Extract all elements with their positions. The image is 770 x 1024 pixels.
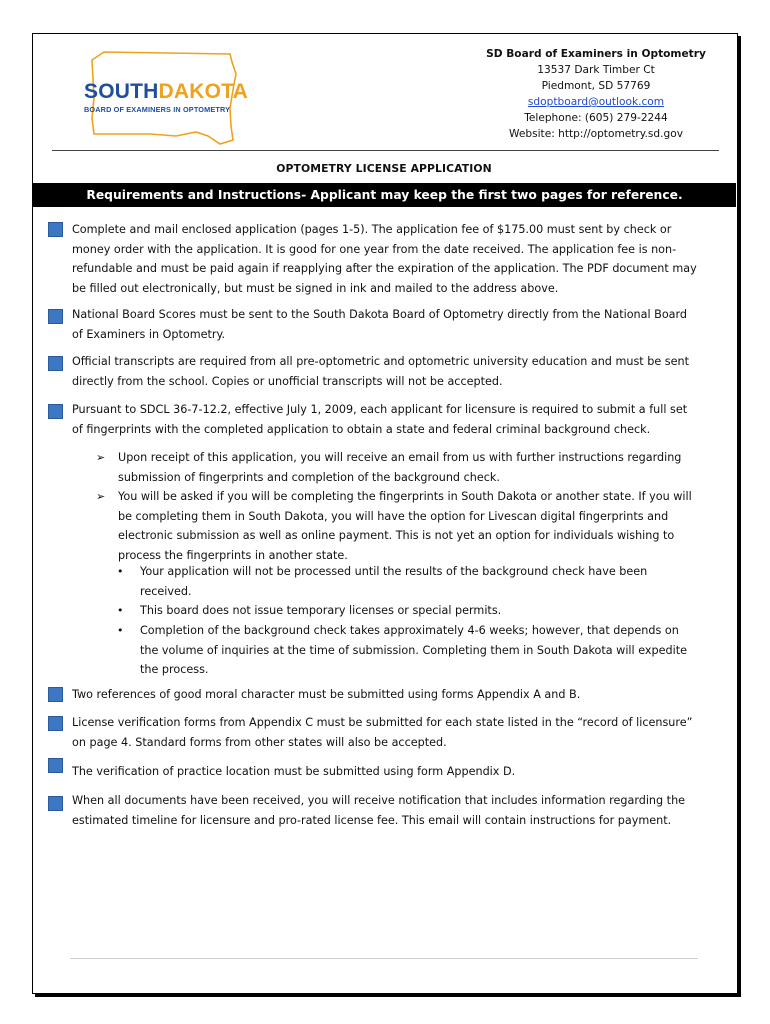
text-line: Pursuant to SDCL 36-7-12.2, effective July 1, 2009, each applicant for licensure is required to submit a full set	[72, 403, 688, 416]
text-line: The verification of practice location must be submitted using form Appendix D.	[72, 765, 516, 778]
logo-wordmark	[84, 80, 248, 104]
arrow-bullet-icon: ➢	[96, 451, 106, 464]
text-line: submission of fingerprints and completion of the background check.	[118, 470, 500, 484]
board-email-link[interactable]: sdoptboard@outlook.com	[527, 96, 665, 108]
requirement-checkbox[interactable]	[48, 796, 63, 811]
bullet-icon: •	[117, 604, 124, 617]
text-line: be completing them in South Dakota, you will have the option for Livescan digital fingerprints and	[118, 509, 669, 523]
requirement-item-text	[72, 305, 704, 344]
board-street: 13537 Dark Timber Ct	[537, 64, 655, 76]
board-contact-block	[480, 46, 712, 142]
text-line: the volume of inquiries at the time of submission. Completing them in South Dakota will expedite	[140, 643, 687, 657]
logo-dakota-text: DAKOTA	[158, 80, 248, 103]
requirement-checkbox[interactable]	[48, 404, 63, 419]
logo-south-text: SOUTH	[84, 80, 159, 103]
text-line: received.	[140, 584, 192, 598]
requirement-checkbox[interactable]	[48, 758, 63, 773]
requirement-item-text	[72, 713, 704, 752]
requirement-item-text	[72, 685, 704, 705]
requirement-checkbox[interactable]	[48, 356, 63, 371]
text-line: When all documents have been received, you will receive notification that includes information regarding the	[72, 794, 686, 807]
requirement-item-text	[72, 400, 704, 439]
sub-instruction-text	[118, 487, 698, 565]
board-website: Website: http://optometry.sd.gov	[508, 128, 684, 140]
text-line: electronic submission as well as online payment. This is not yet an option for individuals wishing to	[118, 529, 675, 542]
bullet-icon: •	[117, 565, 124, 578]
board-city: Piedmont, SD 57769	[541, 80, 651, 92]
bullet-text	[140, 601, 696, 621]
text-line: Complete and mail enclosed application (pages 1-5). The application fee of $175.00 must sent by check or	[72, 223, 672, 236]
text-line: of Examiners in Optometry.	[72, 327, 226, 341]
text-line: on page 4. Standard forms from other states will also be accepted.	[72, 735, 447, 749]
text-line: Upon receipt of this application, you will receive an email from us with further instructions regarding	[118, 451, 682, 464]
bullet-text	[140, 621, 696, 680]
text-line: Two references of good moral character must be submitted using forms Appendix A and B.	[72, 688, 581, 701]
board-phone: Telephone: (605) 279-2244	[524, 112, 668, 124]
requirement-checkbox[interactable]	[48, 222, 63, 237]
requirement-checkbox[interactable]	[48, 309, 63, 324]
header-divider	[52, 150, 719, 151]
requirement-item-text	[72, 762, 704, 782]
requirement-item-text	[72, 791, 704, 830]
arrow-bullet-icon: ➢	[96, 490, 106, 503]
text-line: You will be asked if you will be completing the fingerprints in South Dakota or another state. If you will	[118, 490, 692, 503]
text-line: process the fingerprints in another state.	[118, 548, 348, 562]
text-line: Official transcripts are required from all pre-optometric and optometric university education and must be sent	[72, 355, 689, 368]
requirements-banner: Requirements and Instructions- Applicant may keep the first two pages for reference.	[33, 183, 736, 207]
requirement-checkbox[interactable]	[48, 716, 63, 731]
requirement-item-text	[72, 352, 704, 391]
text-line: of fingerprints with the completed application to obtain a state and federal criminal background check.	[72, 422, 651, 436]
text-line: Completion of the background check takes approximately 4-6 weeks; however, that depends on	[140, 624, 679, 637]
sub-instruction-text	[118, 448, 698, 487]
text-line: estimated timeline for licensure and pro-rated license fee. This email will contain instructions for payment.	[72, 813, 672, 827]
page-title: OPTOMETRY LICENSE APPLICATION	[276, 162, 492, 175]
text-line: money order with the application. It is good for one year from the date received. The application fee is non-	[72, 242, 677, 256]
text-line: directly from the school. Copies or unofficial transcripts will not be accepted.	[72, 374, 503, 388]
text-line: refundable and must be paid again if reapplying after the expiration of the application. The PDF document may	[72, 262, 697, 275]
south-dakota-logo	[80, 48, 262, 148]
text-line: This board does not issue temporary licenses or special permits.	[140, 604, 502, 617]
text-line: National Board Scores must be sent to the South Dakota Board of Optometry directly from the National Board	[72, 308, 688, 321]
text-line: License verification forms from Appendix C must be submitted for each state listed in the “record of licensure”	[72, 716, 693, 729]
bullet-text	[140, 562, 696, 601]
bullet-icon: •	[117, 624, 124, 637]
requirement-item-text	[72, 220, 704, 298]
text-line: the process.	[140, 663, 209, 676]
logo-subtitle: BOARD OF EXAMINERS IN OPTOMETRY	[84, 105, 231, 114]
footer-divider	[70, 958, 698, 959]
text-line: be filled out electronically, but must be signed in ink and mailed to the address above.	[72, 281, 559, 295]
text-line: Your application will not be processed until the results of the background check have been	[140, 565, 648, 578]
requirement-checkbox[interactable]	[48, 687, 63, 702]
board-name: SD Board of Examiners in Optometry	[486, 48, 706, 60]
